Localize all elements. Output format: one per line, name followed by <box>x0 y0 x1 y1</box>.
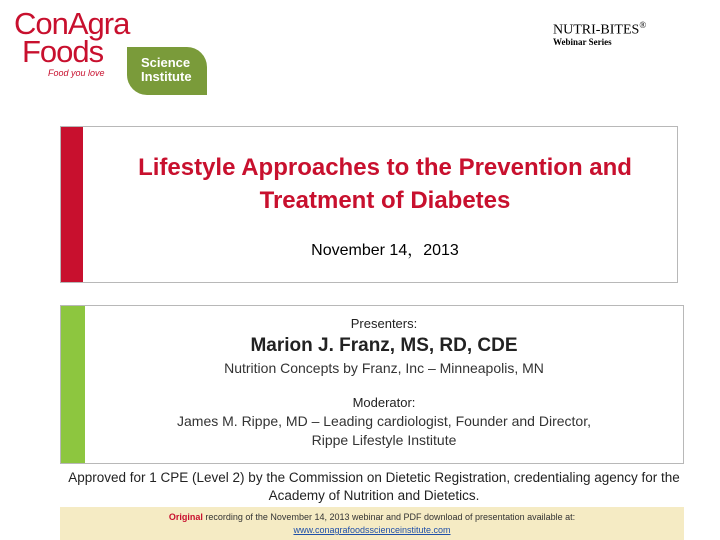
presenters-label: Presenters: <box>350 316 418 331</box>
logo-tagline: Food you love <box>48 68 105 78</box>
series-subtitle: Webinar Series <box>553 36 612 47</box>
title-panel <box>60 126 678 283</box>
moderator-label: Moderator: <box>352 395 416 410</box>
logo-text-conagra: ConAgra <box>14 6 130 41</box>
moderator-line-1: James M. Rippe, MD – Leading cardiologist, Founder and Director, <box>177 413 591 429</box>
cpe-approval-note: Approved for 1 CPE (Level 2) by the Commission on Dietetic Registration, credentialing agency for the Academy of Nutrition and Dietetics. <box>68 470 680 503</box>
institute-link[interactable]: www.conagrafoodsscienceinstitute.com <box>293 525 451 535</box>
series-name: NUTRI-BITES® <box>553 20 647 38</box>
series-header <box>553 20 646 47</box>
presenter-affiliation: Nutrition Concepts by Franz, Inc – Minneapolis, MN <box>224 360 544 376</box>
moderator-line-2: Rippe Lifestyle Institute <box>311 432 457 448</box>
footer-text: recording of the November 14, 2013 webinar and PDF download of presentation available at: <box>202 512 576 522</box>
original-label: Original <box>168 512 203 522</box>
presenters-accent-bar <box>61 306 85 463</box>
presenters-panel <box>60 305 684 464</box>
conagra-foods-logo <box>14 6 130 80</box>
presenter-name: Marion J. Franz, MS, RD, CDE <box>250 335 518 356</box>
presentation-title: Lifestyle Approaches to the Prevention and Treatment of Diabetes <box>138 154 632 214</box>
logo-text-foods: Foods <box>22 34 104 69</box>
title-accent-bar <box>61 127 83 282</box>
science-institute-badge: Science Institute <box>127 47 207 95</box>
presentation-date: November 14，2013 <box>311 242 459 259</box>
recording-footer <box>60 507 684 540</box>
